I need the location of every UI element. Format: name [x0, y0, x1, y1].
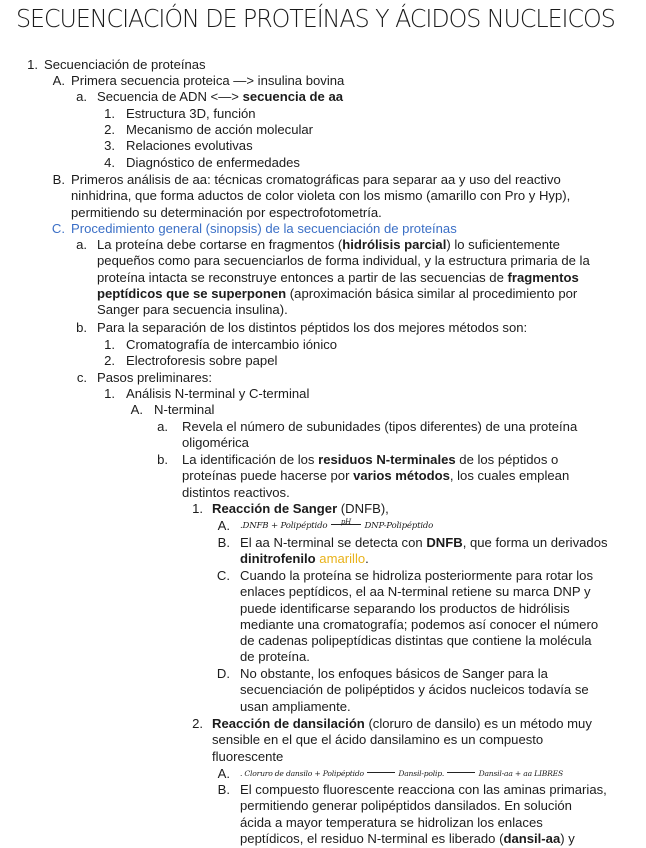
list-marker: 1. — [104, 337, 115, 352]
list-item: Cromatografía de intercambio iónico — [126, 337, 338, 352]
list-item: Pasos preliminares: — [97, 370, 212, 385]
reaction-arrow: pH — [331, 524, 361, 525]
list-marker: B. — [52, 172, 65, 187]
list-marker: b. — [157, 452, 168, 467]
list-marker: C. — [216, 568, 230, 583]
list-marker: a. — [76, 89, 87, 104]
reaction-arrow — [367, 772, 395, 773]
list-item: Revela el número de subunidades (tipos diferentes) de una proteína oligomérica — [182, 419, 578, 451]
list-marker: B. — [217, 535, 230, 550]
list-marker: 2. — [192, 716, 203, 731]
handwritten-equation: .DNFB + Polipéptido pH DNP-Polipéptido — [240, 517, 434, 531]
list-item: Estructura 3D, función — [126, 106, 256, 121]
list-item: Secuencia de ADN <—> secuencia de aa — [97, 89, 344, 104]
list-item: El aa N-terminal se detecta con DNFB, que forma un derivados dinitrofenilo amarillo. — [240, 535, 608, 567]
handwritten-equation: . Cloruro de dansilo + Polipéptido Dansil-polip. Dansil-aa + aa LIBRES — [240, 769, 564, 778]
list-marker: 2. — [104, 122, 115, 137]
list-marker: a. — [157, 419, 168, 434]
list-item: El compuesto fluorescente reacciona con las aminas primarias, permitiendo generar polipéptidos dansilados. En solución ácida a mayor temperatura se hidrolizan los enlaces peptídicos, el residuo N-terminal es liberado (dansil-aa) y — [240, 782, 607, 846]
list-marker: 1. — [104, 106, 115, 121]
list-item: Diagnóstico de enfermedades — [126, 155, 300, 170]
list-item: No obstante, los enfoques básicos de Sanger para la secuenciación de polipéptidos y ácidos nucleicos todavía se usan ampliamente. — [240, 666, 589, 714]
section-link-heading: Procedimiento general (sinopsis) de la secuenciación de proteínas — [71, 221, 457, 236]
list-marker: B. — [217, 782, 230, 797]
list-item: La proteína debe cortarse en fragmentos (hidrólisis parcial) lo suficientemente pequeños como para secuenciarlos de forma individual, y la estructura primaria de la proteína intacta se reconstruye entonces a partir de las secuencias de fragmentos peptídicos que se superponen (aproximación básica similar al procedimiento por Sanger para secuencia insulina). — [97, 237, 590, 318]
list-item: Mecanismo de acción molecular — [126, 122, 314, 137]
list-item: Reacción de Sanger (DNFB), — [212, 501, 389, 516]
list-item: Electroforesis sobre papel — [126, 353, 278, 368]
list-marker: 3. — [104, 138, 115, 153]
list-marker: A. — [52, 73, 65, 88]
page-title: SECUENCIACIÓN DE PROTEÍNAS Y ÁCIDOS NUCLEICOS — [16, 4, 615, 33]
reaction-arrow — [447, 772, 475, 773]
list-marker: A. — [217, 518, 230, 533]
section-heading: Secuenciación de proteínas — [44, 57, 206, 72]
list-item: Cuando la proteína se hidroliza posteriormente para rotar los enlaces peptídicos, el aa N-terminal retiene su marca DNP y puede identificarse separando los productos de hidrólisis mediante una cromatografía; podemos así conocer el número de cadenas polipeptídicas distintas que contiene la molécula de proteína. — [240, 568, 599, 665]
list-marker: a. — [76, 237, 87, 252]
list-marker: c. — [76, 370, 87, 385]
list-marker: D. — [216, 666, 230, 681]
list-item: Primeros análisis de aa: técnicas cromatográficas para separar aa y uso del reactivo ninhidrina, que forma aductos de color violeta con los mismo (amarillo con Pro y Hyp), permitiendo su determinación por espectrofotometría. — [71, 172, 571, 220]
list-marker: C. — [51, 221, 65, 236]
list-marker: A. — [217, 766, 230, 781]
list-marker: 4. — [104, 155, 115, 170]
list-marker: 2. — [104, 353, 115, 368]
list-marker: 1. — [192, 501, 203, 516]
list-item: Reacción de dansilación (cloruro de dansilo) es un método muy sensible en el que el ácido dansilamino es un compuesto fluorescente — [212, 716, 592, 764]
list-item: Relaciones evolutivas — [126, 138, 253, 153]
list-item: N-terminal — [154, 402, 215, 417]
list-item: Para la separación de los distintos péptidos los dos mejores métodos son: — [97, 320, 528, 335]
list-item: La identificación de los residuos N-terminales de los péptidos o proteínas puede hacerse por varios métodos, los cuales emplean distintos reactivos. — [182, 452, 570, 500]
list-marker: 1. — [104, 386, 115, 401]
list-marker: A. — [130, 402, 143, 417]
list-item: Análisis N-terminal y C-terminal — [126, 386, 310, 401]
list-marker: 1. — [27, 57, 38, 72]
list-item: Primera secuencia proteica —> insulina bovina — [71, 73, 345, 88]
list-marker: b. — [76, 320, 87, 335]
